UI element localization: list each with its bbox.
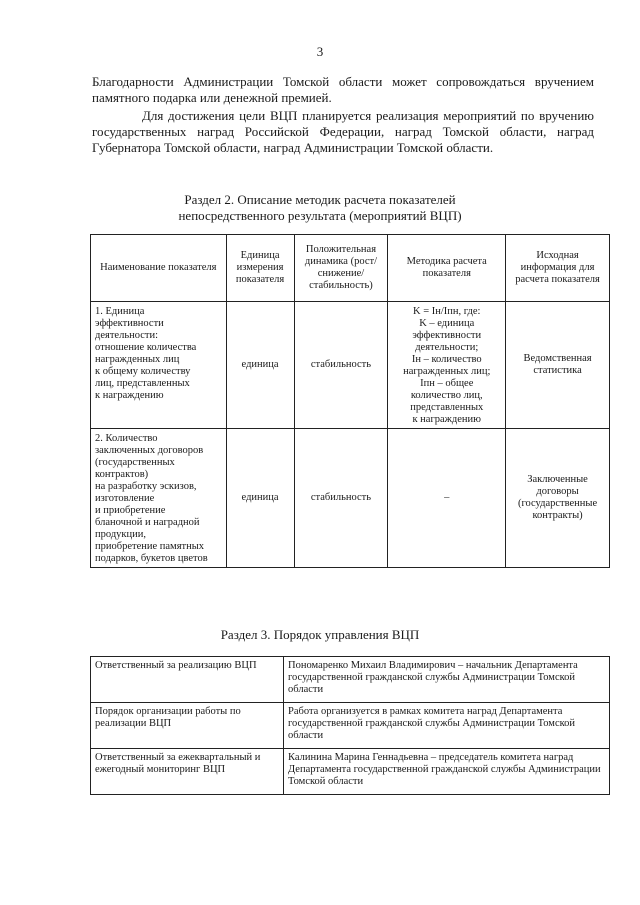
text-line: Iн – количество <box>411 354 482 365</box>
section-3-title: Раздел 3. Порядок управления ВЦП <box>220 627 420 642</box>
management-table <box>90 656 610 795</box>
header-indicator-name: Наименование показателя <box>91 235 227 302</box>
header-dynamics: Положительная динамика (рост/снижение/ стабильность) <box>294 235 388 302</box>
table-row <box>91 703 610 749</box>
page-number: 3 <box>316 44 324 59</box>
text-line: эффективности <box>95 318 164 329</box>
method-cell: – <box>388 429 506 568</box>
text-line: отношение количества <box>95 342 197 353</box>
method-cell <box>388 302 506 429</box>
source-cell: Ведомственная статистика <box>506 302 610 429</box>
management-key-cell: Порядок организации работы по реализации ВЦП <box>91 703 284 749</box>
text-line: 1. Единица <box>95 306 145 317</box>
table-row <box>91 657 610 703</box>
management-value-cell: Пономаренко Михаил Владимирович – начальник Департамента государственной гражданской службы Администрации Томской области <box>284 657 610 703</box>
source-cell: Заключенные договоры (государственные контракты) <box>506 429 610 568</box>
text-line: заключенных договоров <box>95 445 204 456</box>
text-line: контрактов) <box>95 469 149 480</box>
text-line: продукции, <box>95 529 146 540</box>
dynamics-cell: стабильность <box>294 429 388 568</box>
text-line: и приобретение <box>95 505 166 516</box>
table-row <box>91 749 610 795</box>
formula-line: K = Iн/Iпн, где: <box>413 306 481 317</box>
text-line: бланочной и наградной <box>95 517 200 528</box>
table-row <box>91 429 610 568</box>
text-line: (государственных <box>95 457 175 468</box>
section-2-title-line-2: непосредственного результата (мероприятий ВЦП) <box>178 208 462 223</box>
text-line: к общему количеству <box>95 366 191 377</box>
text-line: количество лиц, <box>410 390 483 401</box>
text-line: к награждению <box>412 414 482 425</box>
text-line: награжденных лиц <box>95 354 180 365</box>
header-unit: Единица измерения показателя <box>226 235 294 302</box>
indicator-name-cell <box>91 429 227 568</box>
management-key-cell: Ответственный за реализацию ВЦП <box>91 657 284 703</box>
text-line: деятельности; <box>415 342 479 353</box>
text-line: изготовление <box>95 493 155 504</box>
header-method: Методика расчета показателя <box>388 235 506 302</box>
text-line: эффективности <box>412 330 482 341</box>
text-line: K – единица <box>419 318 475 329</box>
management-value-cell: Калинина Марина Геннадьевна – председатель комитета наград Департамента государственной гражданской службы Администрации Томской области <box>284 749 610 795</box>
unit-cell: единица <box>226 429 294 568</box>
table-row <box>91 302 610 429</box>
management-key-cell: Ответственный за ежеквартальный и ежегодный мониторинг ВЦП <box>91 749 284 795</box>
text-line: лиц, представленных <box>95 378 190 389</box>
paragraph-goal-measures: Для достижения цели ВЦП планируется реализация мероприятий по вручению государственных наград Российской Федерации, наград Томской области, наград Губернатора Томской области, наград Администрации Томской области. <box>92 108 594 155</box>
unit-cell: единица <box>226 302 294 429</box>
section-2-title <box>0 192 640 224</box>
text-line: подарков, букетов цветов <box>95 553 208 564</box>
management-value-cell: Работа организуется в рамках комитета наград Департамента государственной гражданской службы Администрации Томской области <box>284 703 610 749</box>
text-line: на разработку эскизов, <box>95 481 197 492</box>
text-line: 2. Количество <box>95 433 158 444</box>
text-line: приобретение памятных <box>95 541 205 552</box>
section-2-title-line-1: Раздел 2. Описание методик расчета показателей <box>184 192 456 207</box>
text-line: Iпн – общее <box>420 378 474 389</box>
text-line: представленных <box>410 402 484 413</box>
header-source: Исходная информация для расчета показателя <box>506 235 610 302</box>
indicators-methods-table <box>90 234 610 568</box>
text-line: награжденных лиц; <box>403 366 491 377</box>
paragraph-gratitude-award: Благодарности Администрации Томской области может сопровождаться вручением памятного подарка или денежной премией. <box>92 74 594 105</box>
text-line: к награждению <box>95 390 164 401</box>
text-line: деятельности: <box>95 330 159 341</box>
indicator-name-cell <box>91 302 227 429</box>
dynamics-cell: стабильность <box>294 302 388 429</box>
table-header-row <box>91 235 610 302</box>
